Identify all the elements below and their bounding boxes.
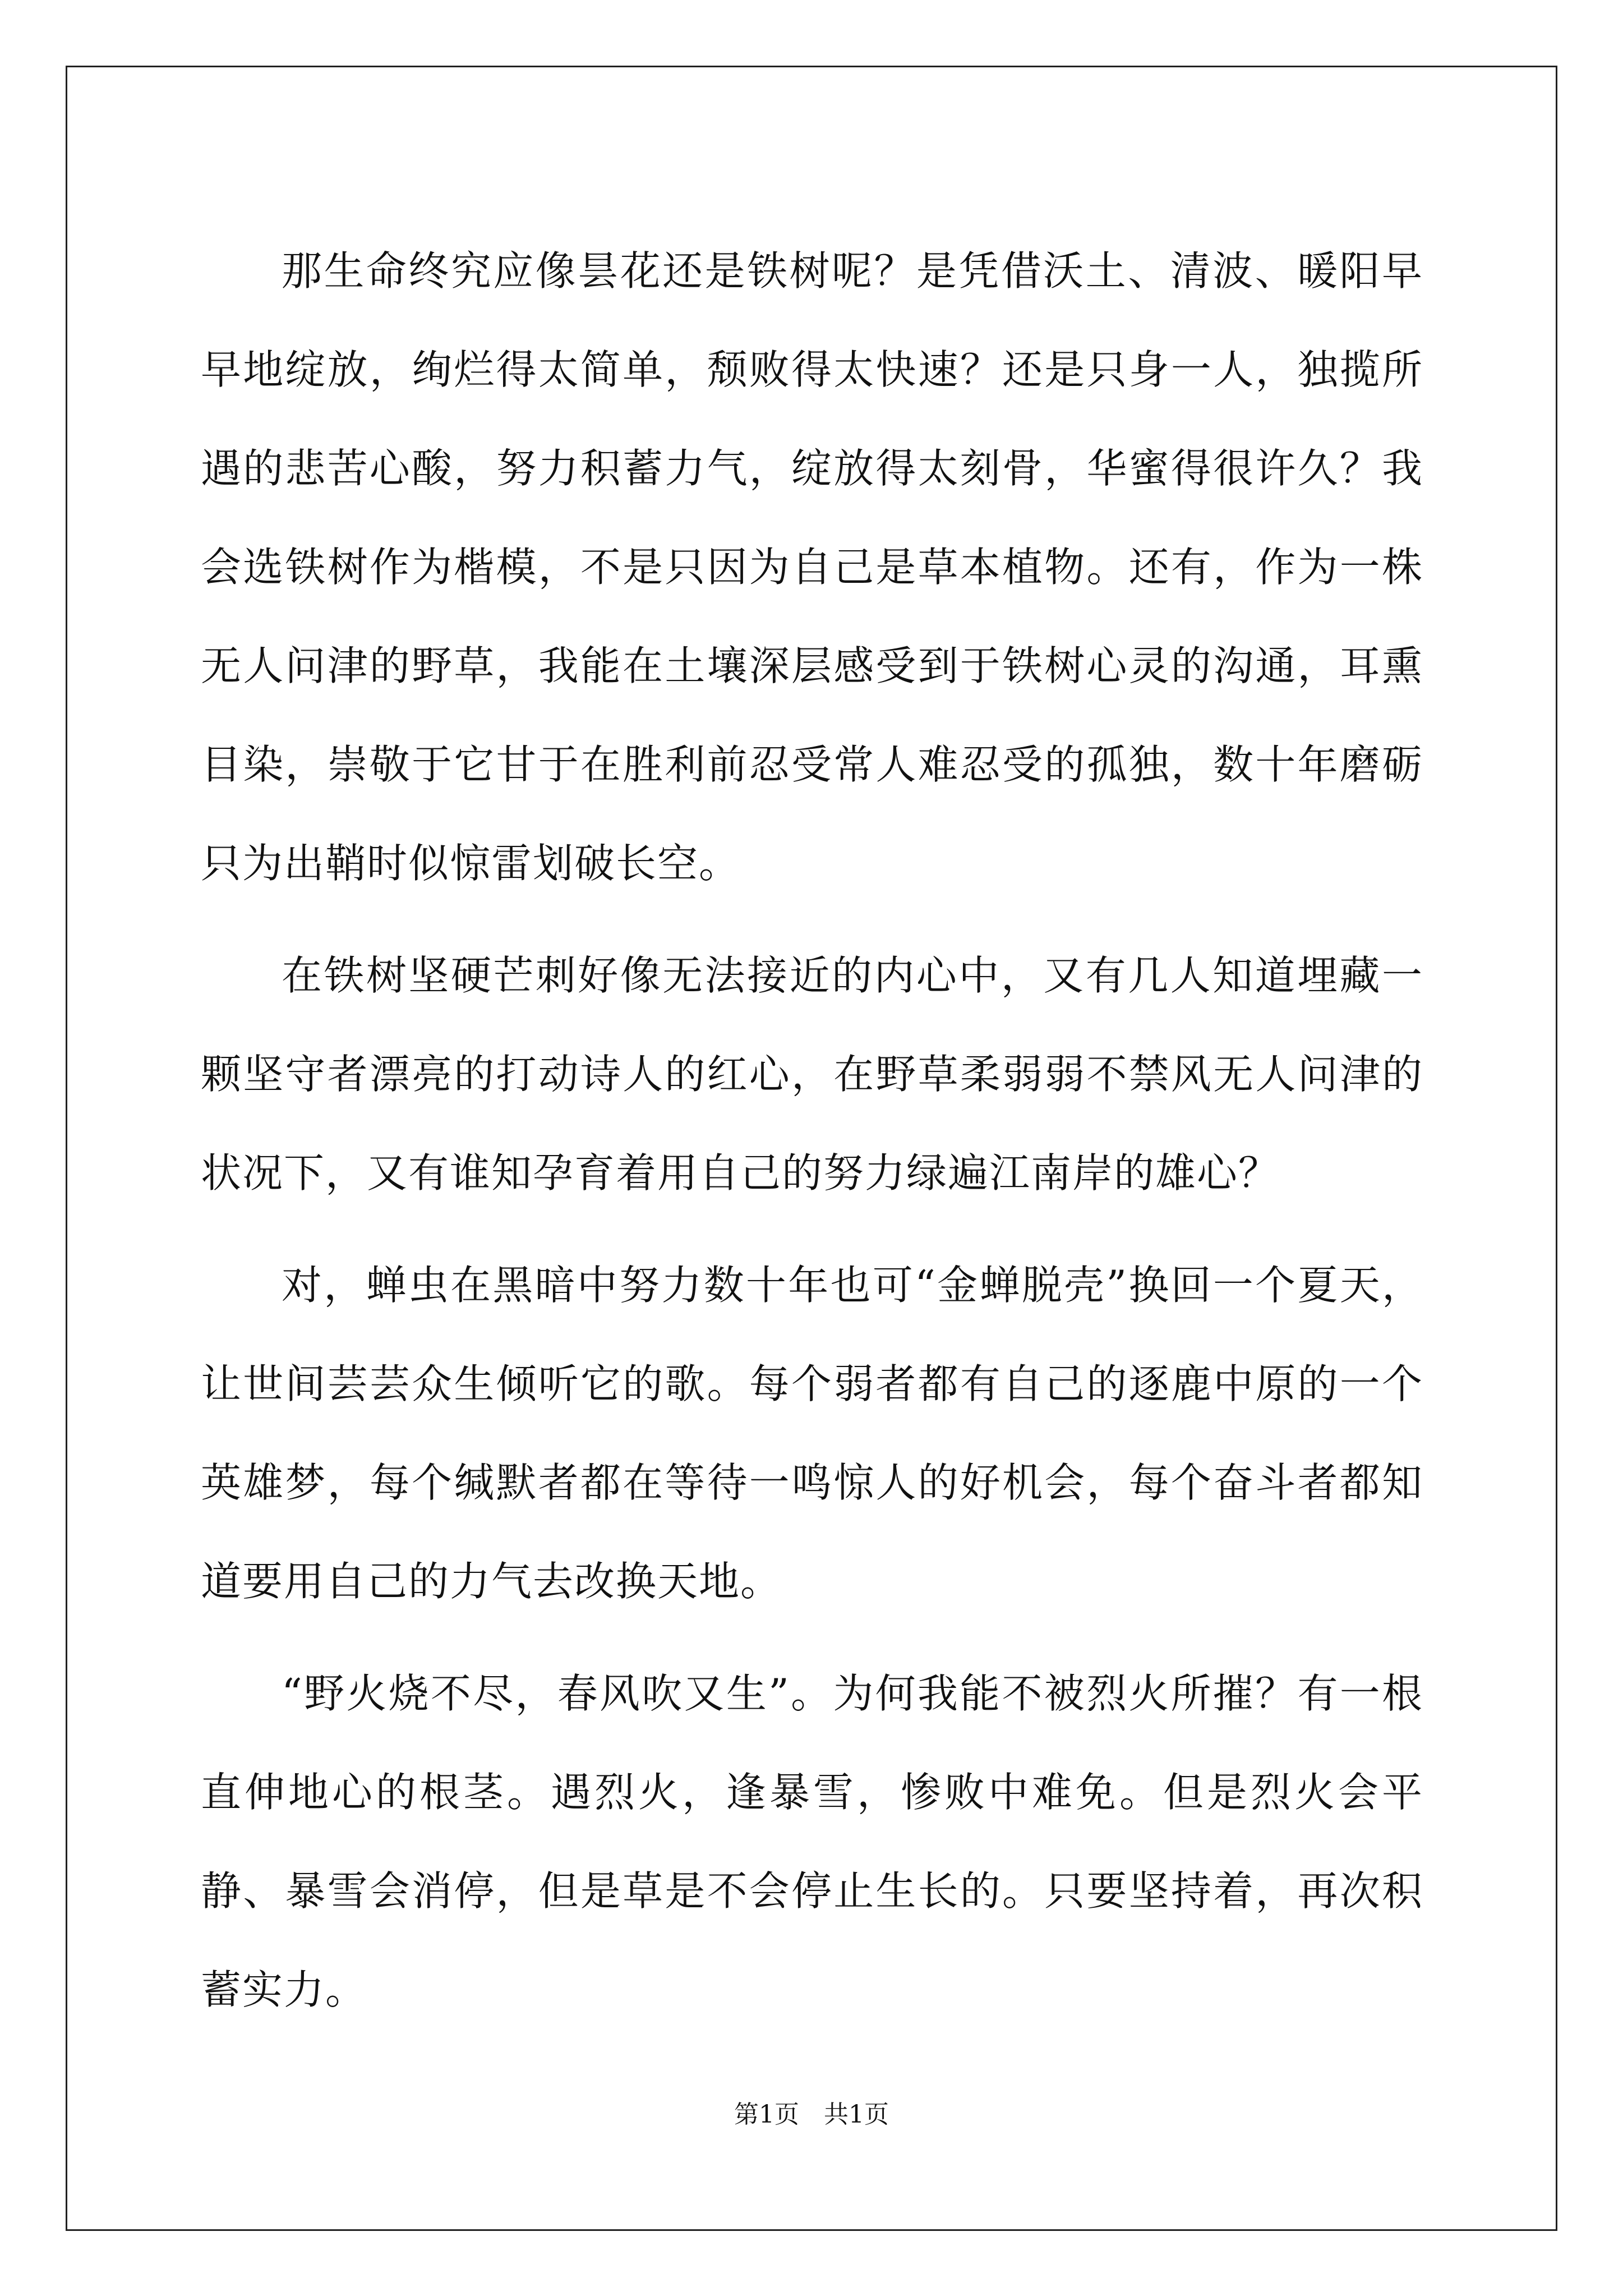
paragraph-3: 对，蝉虫在黑暗中努力数十年也可“金蝉脱壳”换回一个夏天，让世间芸芸众生倾听它的歌。每个弱者都有自己的逐鹿中原的一个英雄梦，每个缄默者都在等待一鸣惊人的好机会，每个奋斗者都知道要用自己的力气去改换天地。 <box>201 1262 1423 1605</box>
paragraph-4: “野火烧不尽，春风吹又生”。为何我能不被烈火所摧？有一根直伸地心的根茎。遇烈火，逢暴雪，惨败中难免。但是烈火会平静、暴雪会消停，但是草是不会停止生长的。只要坚持着，再次积蓄实力。 <box>201 1670 1423 2013</box>
paragraph-1: 那生命终究应像昙花还是铁树呢？是凭借沃土、清波、暖阳早早地绽放，绚烂得太简单，颓败得太快速？还是只身一人，独揽所遇的悲苦心酸，努力积蓄力气，绽放得太刻骨，华蜜得很许久？我会选铁树作为楷模，不是只因为自己是草本植物。还有，作为一株无人问津的野草，我能在土壤深层感受到于铁树心灵的沟通，耳熏目染，崇敬于它甘于在胜利前忍受常人难忍受的孤独，数十年磨砺只为出鞘时似惊雷划破长空。 <box>201 247 1423 887</box>
document-body <box>201 222 1423 2039</box>
page-number-footer: 第1页 共1页 <box>734 2100 889 2129</box>
paragraph-2: 在铁树坚硬芒刺好像无法接近的内心中，又有几人知道埋藏一颗坚守者漂亮的打动诗人的红心，在野草柔弱弱不禁风无人问津的状况下，又有谁知孕育着用自己的努力绿遍江南岸的雄心？ <box>201 952 1423 1197</box>
